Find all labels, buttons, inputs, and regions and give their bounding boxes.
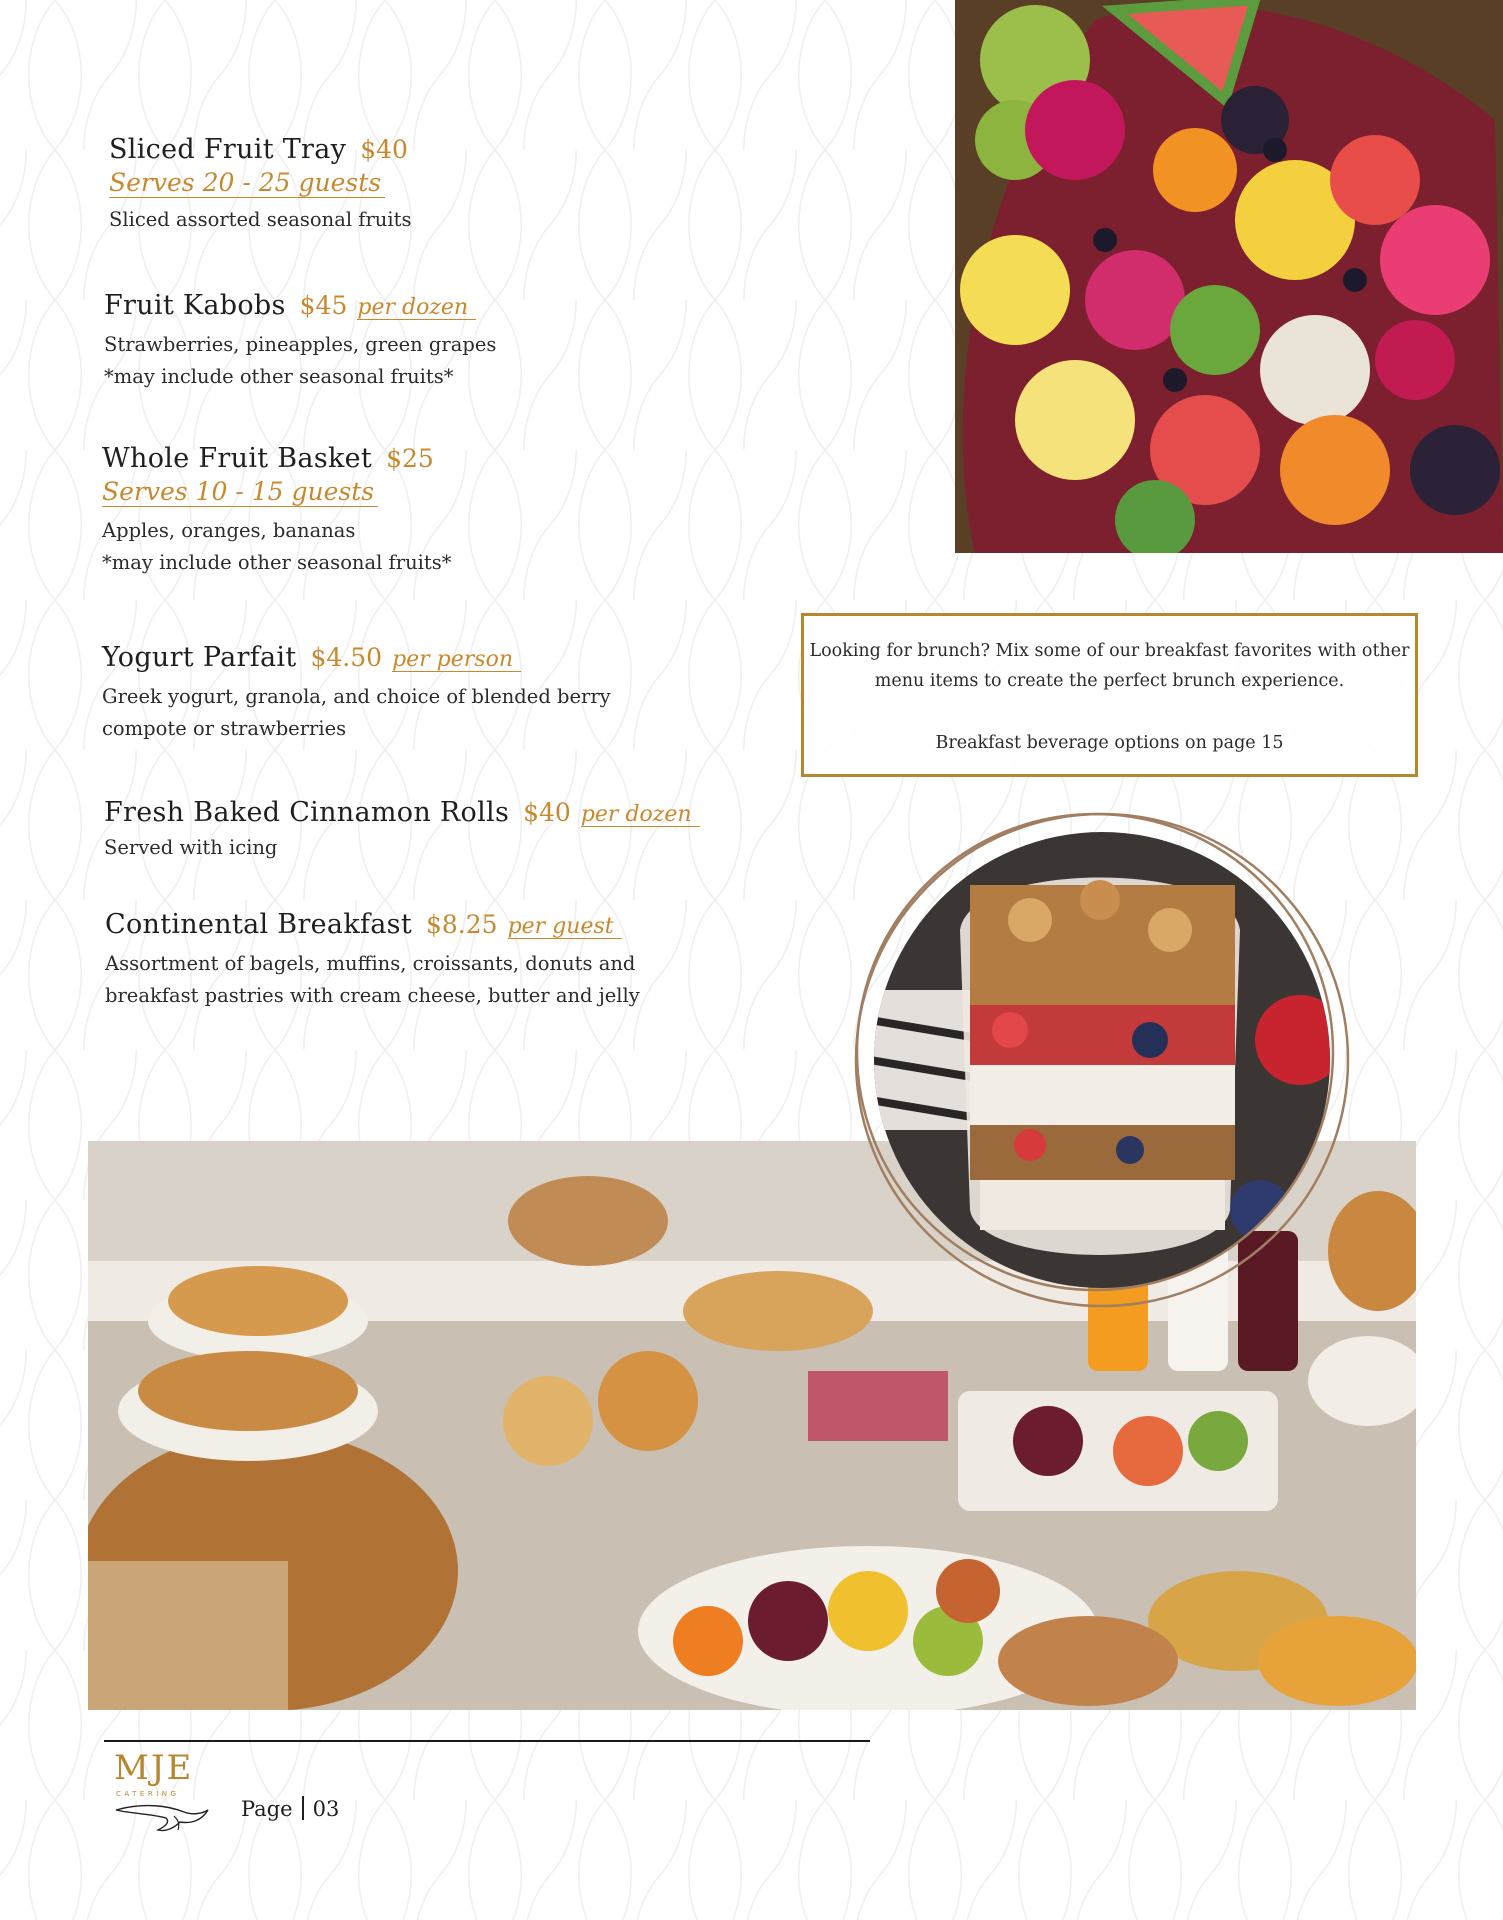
item-desc-line: Assortment of bagels, muffins, croissants, donuts and — [105, 952, 636, 975]
item-name: Sliced Fruit Tray — [109, 134, 347, 165]
page-number-value: 03 — [312, 1797, 340, 1821]
item-unit: per dozen — [357, 296, 476, 320]
item-desc-line: Sliced assorted seasonal fruits — [109, 207, 412, 231]
menu-item-yogurt-parfait — [102, 642, 611, 745]
menu-item-continental-breakfast — [105, 909, 640, 1012]
brunch-line-1: Looking for brunch? Mix some of our breakfast favorites with other — [809, 641, 1410, 661]
brunch-line-2: menu items to create the perfect brunch experience. — [874, 671, 1345, 691]
item-desc-line: *may include other seasonal fruits* — [102, 550, 452, 574]
item-name: Fruit Kabobs — [104, 290, 286, 321]
item-description — [104, 832, 700, 864]
item-desc-line: breakfast pastries with cream cheese, butter and jelly — [105, 984, 640, 1007]
item-description — [102, 515, 451, 579]
item-name: Whole Fruit Basket — [102, 443, 373, 474]
item-description — [109, 204, 411, 236]
page-separator — [302, 1796, 304, 1820]
page-number — [241, 1796, 339, 1821]
menu-item-fruit-kabobs — [104, 290, 496, 393]
mje-catering-logo — [104, 1748, 214, 1838]
logo-wordmark: MJE — [114, 1748, 194, 1788]
parfait-circle-photo — [830, 790, 1360, 1310]
item-desc-line: Greek yogurt, granola, and choice of blended berry — [102, 685, 611, 708]
item-serves: Serves 10 - 15 guests — [102, 478, 378, 507]
item-serves: Serves 20 - 25 guests — [109, 169, 385, 198]
menu-item-whole-fruit-basket — [102, 443, 451, 579]
eagle-icon — [114, 1800, 210, 1834]
item-unit: per dozen — [581, 803, 700, 827]
item-description — [105, 948, 640, 1012]
item-desc-line: Served with icing — [104, 836, 278, 859]
item-price: $25 — [386, 444, 434, 473]
item-name: Continental Breakfast — [105, 909, 412, 940]
item-name: Fresh Baked Cinnamon Rolls — [104, 797, 510, 828]
item-description — [104, 329, 496, 393]
item-desc-line: *may include other seasonal fruits* — [104, 365, 454, 388]
fruit-tray-photo — [955, 0, 1503, 553]
item-unit: per guest — [508, 915, 622, 939]
item-price: $4.50 — [310, 643, 383, 672]
item-price: $40 — [360, 135, 408, 164]
item-name: Yogurt Parfait — [102, 642, 297, 673]
item-price: $45 — [299, 291, 348, 320]
menu-item-sliced-fruit-tray — [109, 134, 411, 236]
beverage-options-note: Breakfast beverage options on page 15 — [935, 733, 1284, 753]
logo-subtext: CATERING — [116, 1790, 180, 1798]
item-unit: per person — [392, 648, 521, 672]
menu-item-cinnamon-rolls — [104, 797, 700, 864]
item-description — [102, 681, 611, 745]
item-desc-line: Strawberries, pineapples, green grapes — [104, 333, 497, 356]
item-price: $8.25 — [426, 910, 498, 939]
footer-rule — [104, 1740, 870, 1742]
page-word: Page — [241, 1797, 293, 1821]
item-price: $40 — [523, 798, 571, 827]
item-desc-line: Apples, oranges, bananas — [102, 518, 356, 542]
brunch-info-box — [801, 613, 1418, 777]
item-desc-line: compote or strawberries — [102, 717, 347, 740]
